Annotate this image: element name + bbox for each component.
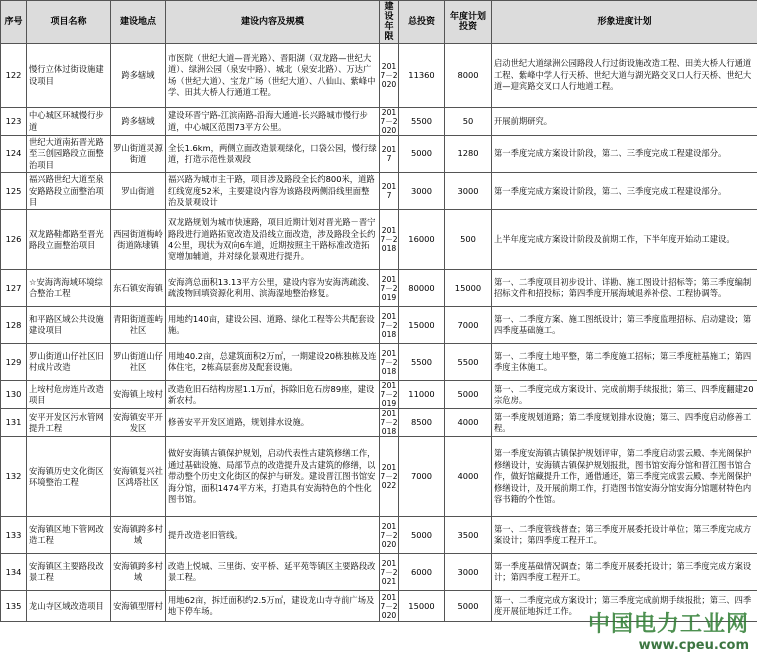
table-row xyxy=(1,409,757,437)
row-index: 125 xyxy=(1,173,27,210)
row-location: 安海镇跨多村域 xyxy=(111,554,166,591)
row-progress-plan: 第一季度规划道路；第二季度规划排水设施；第三、四季度启动修善工程。 xyxy=(492,409,757,437)
row-total-investment: 5000 xyxy=(399,136,445,173)
row-term: 2017－2019 xyxy=(380,381,398,409)
row-annual-investment: 5500 xyxy=(445,344,492,381)
row-annual-investment: 7000 xyxy=(445,307,492,344)
row-content: 双龙路规划为城市快速路，项目近期计划对晋光路－晋宁路段进行道路拓宽改造及沿线立面改造，涉及路段全长约4公里，现状为双向6车道，近期按照主干路标准改造拓宽增加辅道，并对绿化景观进行提升。 xyxy=(166,210,380,270)
row-content: 做好安海镇古镇保护规划，启动代表性古建筑修缮工作，通过基础设施、局部节点的改造提升及古建筑的修缮，以带动整个历史文化街区的保护与研发。建设晋江图书馆安海分馆，面积1474平方米，打造具有安海特色的个性化图书馆。 xyxy=(166,437,380,517)
row-location: 罗山街道山仔社区 xyxy=(111,344,166,381)
header-progress-plan: 形象进度计划 xyxy=(492,1,757,44)
row-content: 用地40.2亩，总建筑面积2万㎡，一期建设20栋独栋及连体住宅，2栋高层套房及配套设施。 xyxy=(166,344,380,381)
row-project-name: 安平开发区污水管网提升工程 xyxy=(27,409,111,437)
row-annual-investment: 8000 xyxy=(445,44,492,108)
row-content: 用地62亩，拆迁面积约2.5万㎡，建设龙山寺寺前广场及地下停车场。 xyxy=(166,591,380,622)
row-index: 133 xyxy=(1,517,27,554)
row-location: 安海镇跨多村域 xyxy=(111,517,166,554)
row-location: 安海镇上垵村 xyxy=(111,381,166,409)
row-progress-plan: 第一、二季度完成方案设计、完成前期手续报批；第三、四季度翻建20宗危房。 xyxy=(492,381,757,409)
row-project-name: 福兴路世纪大道至泉安路路段立面整治项目 xyxy=(27,173,111,210)
table-row xyxy=(1,381,757,409)
row-annual-investment: 4000 xyxy=(445,437,492,517)
table-row xyxy=(1,210,757,270)
header-project-name: 项目名称 xyxy=(27,1,111,44)
row-term: 2017 xyxy=(380,136,399,173)
row-location: 安海镇复兴社区鸿塔社区 xyxy=(111,437,166,517)
row-index: 123 xyxy=(1,108,27,136)
row-progress-plan: 上半年度完成方案设计阶段及前期工作，下半年度开始动工建设。 xyxy=(492,210,757,270)
row-progress-plan: 第一季度完成方案设计阶段，第二、三季度完成工程建设部分。 xyxy=(492,136,757,173)
row-content: 全长1.6km，两侧立面改造景观绿化，口袋公园，慢行绿道，打造示范性景观段 xyxy=(166,136,380,173)
row-total-investment: 80000 xyxy=(399,270,445,307)
row-annual-investment: 50 xyxy=(445,108,492,136)
row-total-investment: 5500 xyxy=(399,344,445,381)
row-location: 安海镇安平开发区 xyxy=(111,409,166,437)
row-location: 西园街道梅岭街道陈埭镇 xyxy=(111,210,166,270)
row-project-name: 中心城区环城慢行步道 xyxy=(27,108,111,136)
row-index: 126 xyxy=(1,210,27,270)
row-content: 提升改造老旧管线。 xyxy=(166,517,380,554)
row-project-name: 安海镇区主要路段改景工程 xyxy=(27,554,111,591)
row-project-name: 慢行立体过街设施建设项目 xyxy=(27,44,111,108)
row-annual-investment: 500 xyxy=(445,210,492,270)
row-total-investment: 5500 xyxy=(399,108,445,136)
row-location: 罗山街道 xyxy=(111,173,166,210)
row-content: 改造危旧石结构房屋1.1万㎡，拆除旧危石房89座，建设新农村。 xyxy=(166,381,380,409)
row-progress-plan: 第一、二季度完成方案设计；第三季度完成前期手续报批；第三、四季度开展征地拆迁工作。 xyxy=(492,591,757,622)
row-index: 127 xyxy=(1,270,27,307)
row-total-investment: 11360 xyxy=(399,44,445,108)
row-progress-plan: 第一季度安海镇古镇保护规划评审，第二季度启动雲云殿、李光阁保护修缮设计，安海镇古镇保护规划报批，图书馆安海分馆和晋江图书馆合作，做好馆藏提升工作，通借通还，第三季度完成雲云殿、李光阁保护修缮设计，及开展前期工作，打造图书馆安海分馆安海分馆题材特色内容书籍的个性馆。 xyxy=(492,437,757,517)
row-content: 修善安平开发区道路，规划排水设施。 xyxy=(166,409,380,437)
table-row xyxy=(1,554,757,591)
row-progress-plan: 第一季度完成方案设计阶段，第二、三季度完成工程建设部分。 xyxy=(492,173,757,210)
header-location: 建设地点 xyxy=(111,1,166,44)
row-content: 福兴路为城市主干路，项目涉及路段全长约800米，道路红线宽度52米，主要建设内容为该路段两侧沿线里面整治及景观设计 xyxy=(166,173,380,210)
row-total-investment: 16000 xyxy=(399,210,445,270)
row-total-investment: 11000 xyxy=(399,381,445,409)
row-project-name: 安海镇历史文化街区环境整治工程 xyxy=(27,437,111,517)
row-annual-investment: 5000 xyxy=(445,591,492,622)
row-location: 罗山街道灵源街道 xyxy=(111,136,166,173)
row-term: 2017－2022 xyxy=(380,437,399,517)
row-content: 用地约140亩，建设公园、道路、绿化工程等公共配套设施。 xyxy=(166,307,380,344)
row-content: 市医院（世纪大道—晋光路）、晋阳湖（双龙路—世纪大道）、绿洲公园（泉安中路）、城北（泉安北路）、万达广场（世纪大道）、宝龙广场（世纪大道）、八仙山、紫峰中学、田其大桥人行通道工程。 xyxy=(166,44,380,108)
row-annual-investment: 1280 xyxy=(445,136,492,173)
row-term: 2017－2020 xyxy=(380,44,399,108)
row-index: 129 xyxy=(1,344,27,381)
row-progress-plan: 开展前期研究。 xyxy=(492,108,757,136)
row-index: 124 xyxy=(1,136,27,173)
header-total-investment: 总投资 xyxy=(399,1,445,44)
watermark-title: 中国电力工业网 xyxy=(587,612,749,637)
row-total-investment: 3000 xyxy=(399,173,445,210)
row-annual-investment: 4000 xyxy=(445,409,492,437)
row-term: 2017－2018 xyxy=(380,210,399,270)
row-progress-plan: 第一、二季度土地平整，第二季度施工招标；第三季度桩基施工；第四季度主体施工。 xyxy=(492,344,757,381)
row-project-name: 安海镇区地下管网改造工程 xyxy=(27,517,111,554)
row-progress-plan: 第一、二季度管线普查；第三季度开展委托设计单位；第三季度完成方案设计；第四季度工程开工。 xyxy=(492,517,757,554)
row-project-name: 双龙路鞋都路至晋光路段立面整治项目 xyxy=(27,210,111,270)
row-annual-investment: 3000 xyxy=(445,173,492,210)
row-term: 2017－2020 xyxy=(380,592,398,620)
row-index: 130 xyxy=(1,381,27,409)
row-total-investment: 5000 xyxy=(399,517,445,554)
watermark-url: www.cpeu.com xyxy=(638,638,749,653)
row-term: 2017－2018 xyxy=(380,344,399,381)
table-row xyxy=(1,173,757,210)
row-index: 122 xyxy=(1,44,27,108)
row-location: 青阳街道莲屿社区 xyxy=(111,307,166,344)
row-location: 安海镇型厝村 xyxy=(111,591,166,622)
row-project-name: 上垵村危房连片改造项目 xyxy=(27,381,111,409)
row-term: 2017－2020 xyxy=(380,517,399,554)
row-progress-plan: 第一、二季度方案、施工图纸设计；第三季度监理招标、启动建设；第四季度基础施工。 xyxy=(492,307,757,344)
row-total-investment: 8500 xyxy=(399,409,445,437)
header-index: 序号 xyxy=(1,1,27,44)
row-index: 134 xyxy=(1,554,27,591)
row-project-name: 龙山寺区域改造项目 xyxy=(27,591,111,622)
row-annual-investment: 3000 xyxy=(445,554,492,591)
row-total-investment: 7000 xyxy=(399,437,445,517)
table-row xyxy=(1,517,757,554)
row-index: 132 xyxy=(1,437,27,517)
header-annual-investment: 年度计划投资 xyxy=(445,1,492,44)
row-content: 安海湾总面积13.13平方公里，建设内容为安海湾疏浚、疏浚物回填资源化利用、滨海湿地整治修复。 xyxy=(166,270,380,307)
row-index: 128 xyxy=(1,307,27,344)
row-content: 建设环晋宁路-江滨南路-沿海大通道-长兴路城市慢行步道，中心城区范围73平方公里。 xyxy=(166,108,380,136)
table-row xyxy=(1,591,757,622)
row-term: 2017－2019 xyxy=(380,270,399,307)
row-progress-plan: 第一、二季度项目初步设计、详勘、施工图设计招标等；第三季度编制招标文件和招投标；第四季度开展海域退养补偿、工程协调等。 xyxy=(492,270,757,307)
row-project-name: ☆安海湾海域环境综合整治工程 xyxy=(27,270,111,307)
row-annual-investment: 5000 xyxy=(445,381,492,409)
row-project-name: 世纪大道南拓晋光路至三创园路段立面整治项目 xyxy=(27,136,111,173)
header-term: 建设年限 xyxy=(380,1,399,44)
table-row xyxy=(1,437,757,517)
row-annual-investment: 15000 xyxy=(445,270,492,307)
row-term: 2017－2021 xyxy=(380,554,399,591)
row-content: 改造上悦城、三里街、安平桥、延平苑等镇区主要路段改景工程。 xyxy=(166,554,380,591)
table-row xyxy=(1,136,757,173)
table-row xyxy=(1,108,757,136)
row-location: 东石镇安海镇 xyxy=(111,270,166,307)
row-location: 跨多辖域 xyxy=(111,108,166,136)
row-index: 135 xyxy=(1,591,27,622)
row-total-investment: 15000 xyxy=(399,591,445,622)
row-term: 2017－2018 xyxy=(380,307,399,344)
row-progress-plan: 第一季度基础情况调查；第二季度开展委托设计；第三季度完成方案设计；第四季度工程开工。 xyxy=(492,554,757,591)
table-row xyxy=(1,44,757,108)
header-content: 建设内容及规模 xyxy=(166,1,380,44)
row-location: 跨多辖域 xyxy=(111,44,166,108)
row-progress-plan: 启动世纪大道绿洲公园路段人行过街设施改造工程、田美大桥人行通道工程、紫峰中学人行天桥、世纪大道与湖光路交叉口人行天桥、世纪大道—迎宾路交叉口人行地道工程。 xyxy=(492,44,757,108)
table-header-row xyxy=(1,1,757,44)
table-row xyxy=(1,307,757,344)
row-project-name: 罗山街道山仔社区旧村成片改造 xyxy=(27,344,111,381)
row-term: 2017－2018 xyxy=(380,409,398,437)
row-term: 2017－2020 xyxy=(380,108,398,135)
row-index: 131 xyxy=(1,409,27,437)
table-row xyxy=(1,270,757,307)
row-total-investment: 6000 xyxy=(399,554,445,591)
row-project-name: 和平路区域公共设施建设项目 xyxy=(27,307,111,344)
row-annual-investment: 3500 xyxy=(445,517,492,554)
row-term: 2017 xyxy=(380,173,399,210)
table-row xyxy=(1,344,757,381)
row-total-investment: 15000 xyxy=(399,307,445,344)
